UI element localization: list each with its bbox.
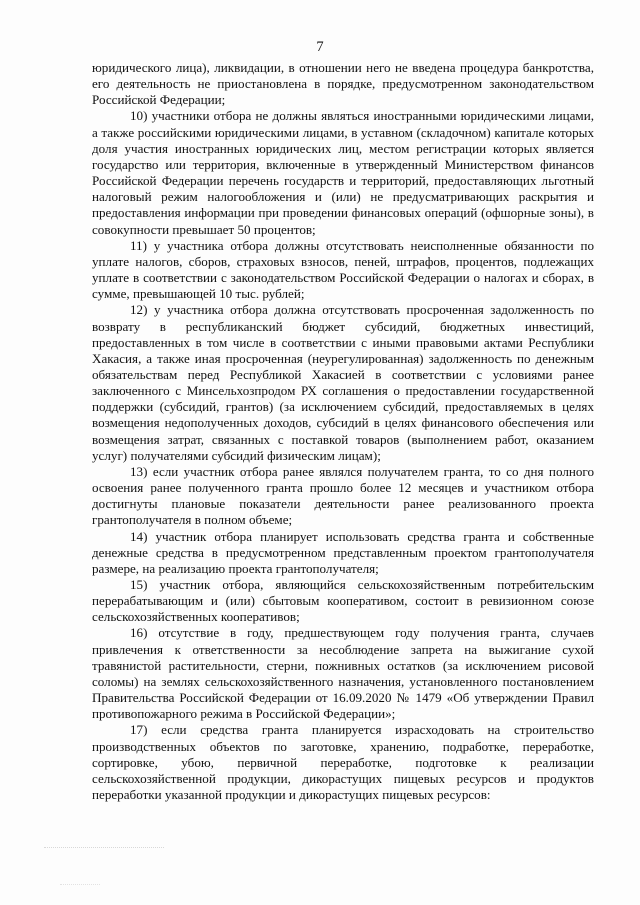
paragraph-item-10: 10) участники отбора не должны являться иностранными юридическими лицами, а также российскими юридическими лицами, в уставном (складочном) капитале которых доля участия иностранных юридических лиц, местом регистрации которых является государство или территория, включенные в утвержденный Министерством финансов Российской Федерации перечень государств и территорий, предоставляющих льготный налоговый режим налогообложения и (или) не предусматривающих раскрытия и предоставления информации при проведении финансовых операций (офшорные зоны), в совокупности превышает 50 процентов; [92,108,594,237]
document-body [92,60,594,803]
paragraph-item-14: 14) участник отбора планирует использовать средства гранта и собственные денежные средства в предусмотренном представленным проектом грантополучателя размере, на реализацию проекта грантополучателя; [92,528,594,576]
paragraph-continuation: юридического лица), ликвидации, в отношении него не введена процедура банкротства, его деятельность не приостановлена в порядке, предусмотренном законодательством Российской Федерации; [92,60,594,108]
paragraph-item-11: 11) у участника отбора должны отсутствовать неисполненные обязанности по уплате налогов, сборов, страховых взносов, пеней, штрафов, процентов, подлежащих уплате в соответствии с законодательством Российской Федерации о налогах и сборах, в сумме, превышающей 10 тыс. рублей; [92,237,594,302]
page-number: 7 [316,39,324,55]
paragraph-item-12: 12) у участника отбора должна отсутствовать просроченная задолженность по возврату в республиканский бюджет субсидий, бюджетных инвестиций, предоставленных в том числе в соответствии с иными правовыми актами Республики Хакасия, а также иная просроченная (неурегулированная) задолженность по денежным обязательствам перед Республикой Хакасией в соответствии с условиями ранее заключенного с Минсельхозпродом РХ соглашения о предоставлении государственной поддержки (субсидий, грантов) (за исключением субсидий, предоставляемых в целях возмещения недополученных доходов, субсидий в целях финансового обеспечения или возмещения затрат, связанных с поставкой товаров (выполнением работ, оказанием услуг) получателями субсидий физическим лицам); [92,302,594,463]
scan-artifact [44,847,164,850]
paragraph-item-16: 16) отсутствие в году, предшествующем году получения гранта, случаев привлечения к ответственности за несоблюдение запрета на выжигание сухой травянистой растительности, стерни, пожнивных остатков (за исключением рисовой соломы) на землях сельскохозяйственного назначения, установленного постановлением Правительства Российской Федерации от 16.09.2020 № 1479 «Об утверждении Правил противопожарного режима в Российской Федерации»; [92,625,594,722]
paragraph-item-17: 17) если средства гранта планируется израсходовать на строительство производственных объектов по заготовке, хранению, подработке, переработке, сортировке, убою, первичной переработке, подготовке к реализации сельскохозяйственной продукции, дикорастущих пищевых ресурсов и продуктов переработки указанной продукции и дикорастущих пищевых ресурсов: [92,722,594,803]
paragraph-item-13: 13) если участник отбора ранее являлся получателем гранта, то со дня полного освоения ранее полученного гранта прошло более 12 месяцев и участником отбора достигнуты плановые показатели деятельности ранее реализованного проекта грантополучателя в полном объеме; [92,463,594,528]
scan-artifact [60,884,100,887]
paragraph-item-15: 15) участник отбора, являющийся сельскохозяйственным потребительским перерабатывающим и (или) сбытовым кооперативом, состоит в ревизионном союзе сельскохозяйственных кооперативов; [92,577,594,625]
